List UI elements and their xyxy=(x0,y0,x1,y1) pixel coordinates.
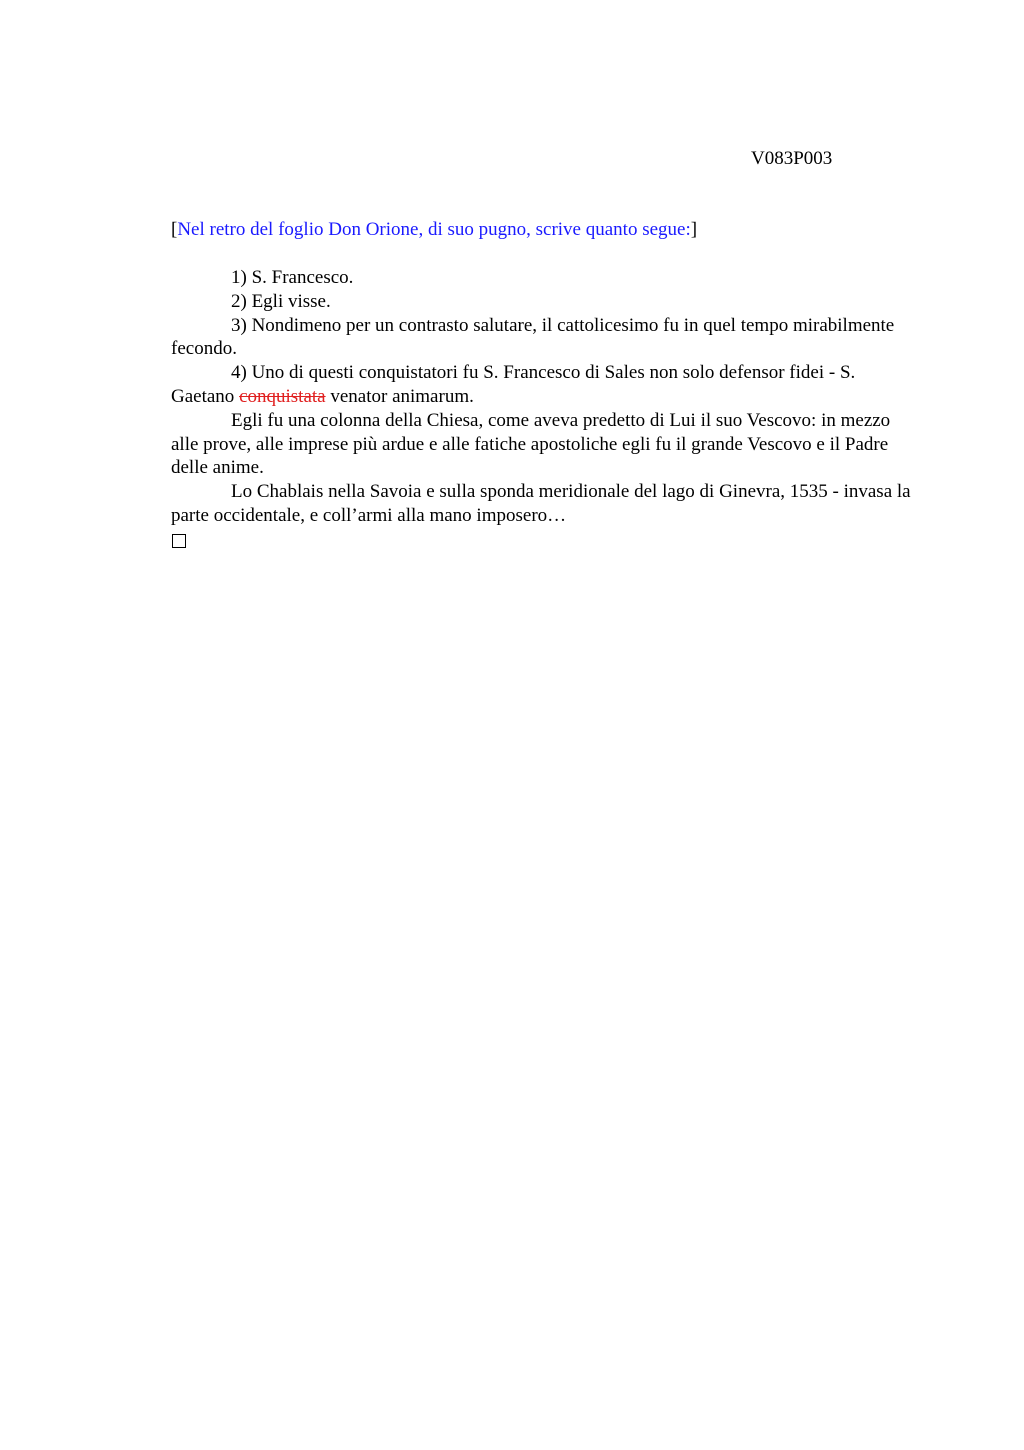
paragraph-1: 1) S. Francesco. xyxy=(231,267,354,288)
checkbox-icon[interactable] xyxy=(172,534,186,548)
page-identifier: V083P003 xyxy=(751,148,833,169)
paragraph-4 xyxy=(171,361,916,409)
paragraph-4-text-after: venator animarum. xyxy=(325,385,474,407)
paragraph-5: Egli fu una colonna della Chiesa, come aveva predetto di Lui il suo Vescovo: in mezzo alle prove, alle imprese più ardue e alle fatiche apostoliche egli fu il grande Vescovo e il Padre delle anime. xyxy=(171,409,891,479)
paragraph-2: 2) Egli visse. xyxy=(231,290,331,312)
note-open-bracket: [ xyxy=(171,219,178,240)
paragraph-6: Lo Chablais nella Savoia e sulla sponda meridionale del lago di Ginevra, 1535 - invasa la parte occidentale, e coll’armi alla mano imposero… xyxy=(171,481,911,526)
paragraph-4-text-before: 4) Uno di questi conquistatori fu S. Francesco di Sales non solo defensor fidei - S. Gaetano xyxy=(171,362,856,407)
document-body xyxy=(171,266,916,548)
note-close-bracket: ] xyxy=(690,219,698,240)
note-text: Nel retro del foglio Don Orione, di suo pugno, scrive quanto segue: xyxy=(177,219,691,240)
editorial-note xyxy=(171,218,697,242)
paragraph-3: 3) Nondimeno per un contrasto salutare, il cattolicesimo fu in quel tempo mirabilmente fecondo. xyxy=(171,314,895,360)
struck-word: conquistata xyxy=(239,385,326,407)
